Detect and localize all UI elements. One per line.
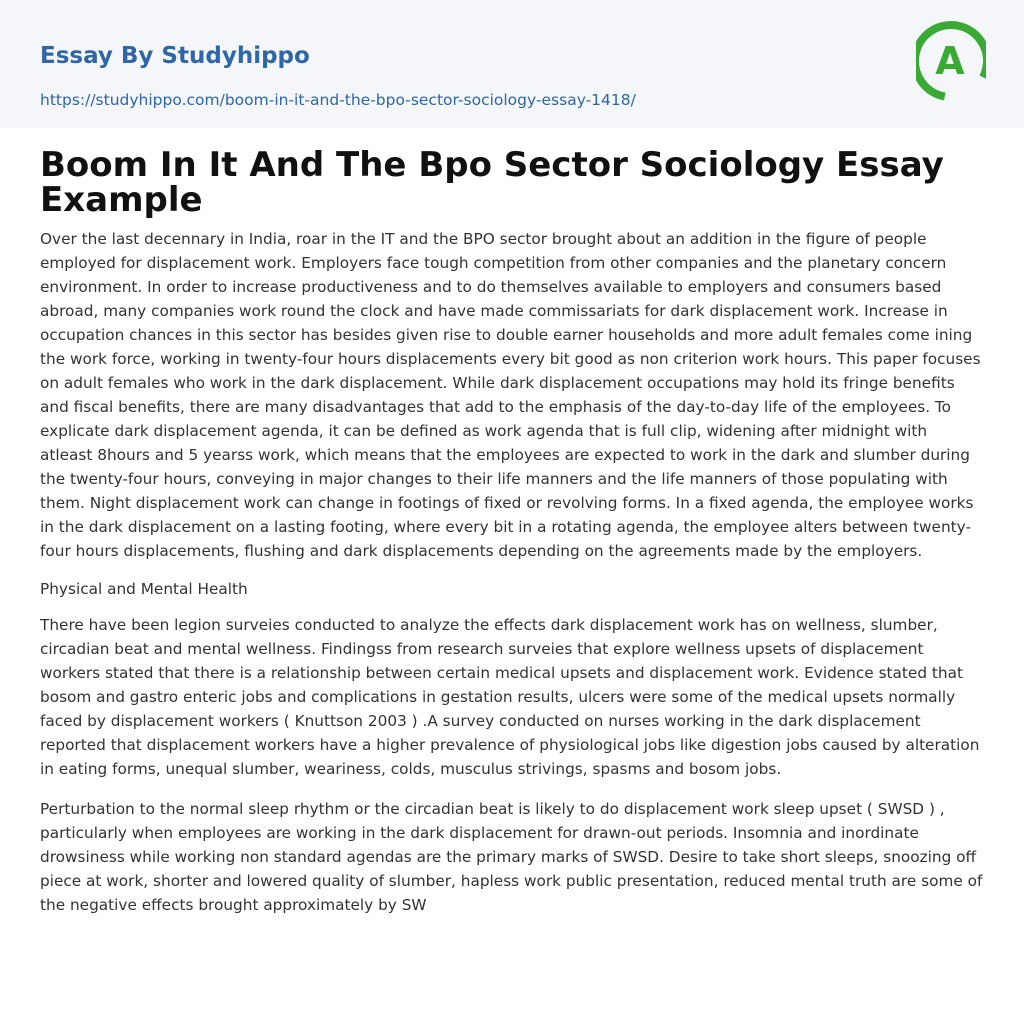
site-header	[0, 0, 1024, 128]
article	[0, 145, 1024, 917]
article-paragraph: Perturbation to the normal sleep rhythm or the circadian beat is likely to do displacement work sleep upset ( SWSD ) , particularly when employees are working in the dark displacement for drawn-out periods. Insomnia and inordinate drowsiness while working non standard agendas are the primary marks of SWSD. Desire to take short sleeps, snoozing off piece at work, shorter and lowered quality of slumber, hapless work public presentation, reduced mental truth are some of the negative effects brought approximately by SW	[40, 800, 983, 914]
article-title: Boom In It And The Bpo Sector Sociology Essay Example	[40, 145, 944, 220]
section-heading: Physical and Mental Health	[40, 580, 248, 598]
page-url-link[interactable]: https://studyhippo.com/boom-in-it-and-the-bpo-sector-sociology-essay-1418/	[40, 91, 636, 109]
article-paragraph: Over the last decennary in India, roar in the IT and the BPO sector brought about an addition in the figure of people employed for displacement work. Employers face tough competition from other companies and the planetary concern environment. In order to increase productiveness and to do themselves available to employers and consumers based abroad, many companies work round the clock and have made commissariats for dark displacement work. Increase in occupation chances in this sector has besides given rise to double earner households and more adult females come ining the work force, working in twenty-four hours displacements every bit good as non criterion work hours. This paper focuses on adult females who work in the dark displacement. While dark displacement occupations may hold its fringe benefits and fiscal benefits, there are many disadvantages that add to the emphasis of the day-to-day life of the employees. To explicate dark displacement agenda, it can be defined as work agenda that is full clip, widening after midnight with atleast 8hours and 5 yearss work, which means that the employees are expected to work in the dark and slumber during the twenty-four hours, conveying in major changes to their life manners and the life manners of those populating with them. Night displacement work can change in footings of fixed or revolving forms. In a fixed agenda, the employee works in the dark displacement on a lasting footing, where every bit in a rotating agenda, the employee alters between twenty-four hours displacements, flushing and dark displacements depending on the agreements made by the employers.	[40, 230, 981, 560]
site-name[interactable]: Essay By Studyhippo	[40, 43, 310, 69]
article-paragraph: There have been legion surveies conducted to analyze the effects dark displacement work has on wellness, slumber, circadian beat and mental wellness. Findingss from research surveies that explore wellness upsets of displacement workers stated that there is a relationship between certain medical upsets and displacement work. Evidence stated that bosom and gastro enteric jobs and complications in gestation results, ulcers were some of the medical upsets normally faced by displacement workers ( Knuttson 2003 ) .A survey conducted on nurses working in the dark displacement reported that displacement workers have a higher prevalence of physiological jobs like digestion jobs caused by alteration in eating forms, unequal slumber, weariness, colds, musculus strivings, spasms and bosom jobs.	[40, 616, 980, 778]
studyhippo-logo[interactable]	[916, 18, 986, 104]
logo-letter: A	[935, 39, 965, 83]
